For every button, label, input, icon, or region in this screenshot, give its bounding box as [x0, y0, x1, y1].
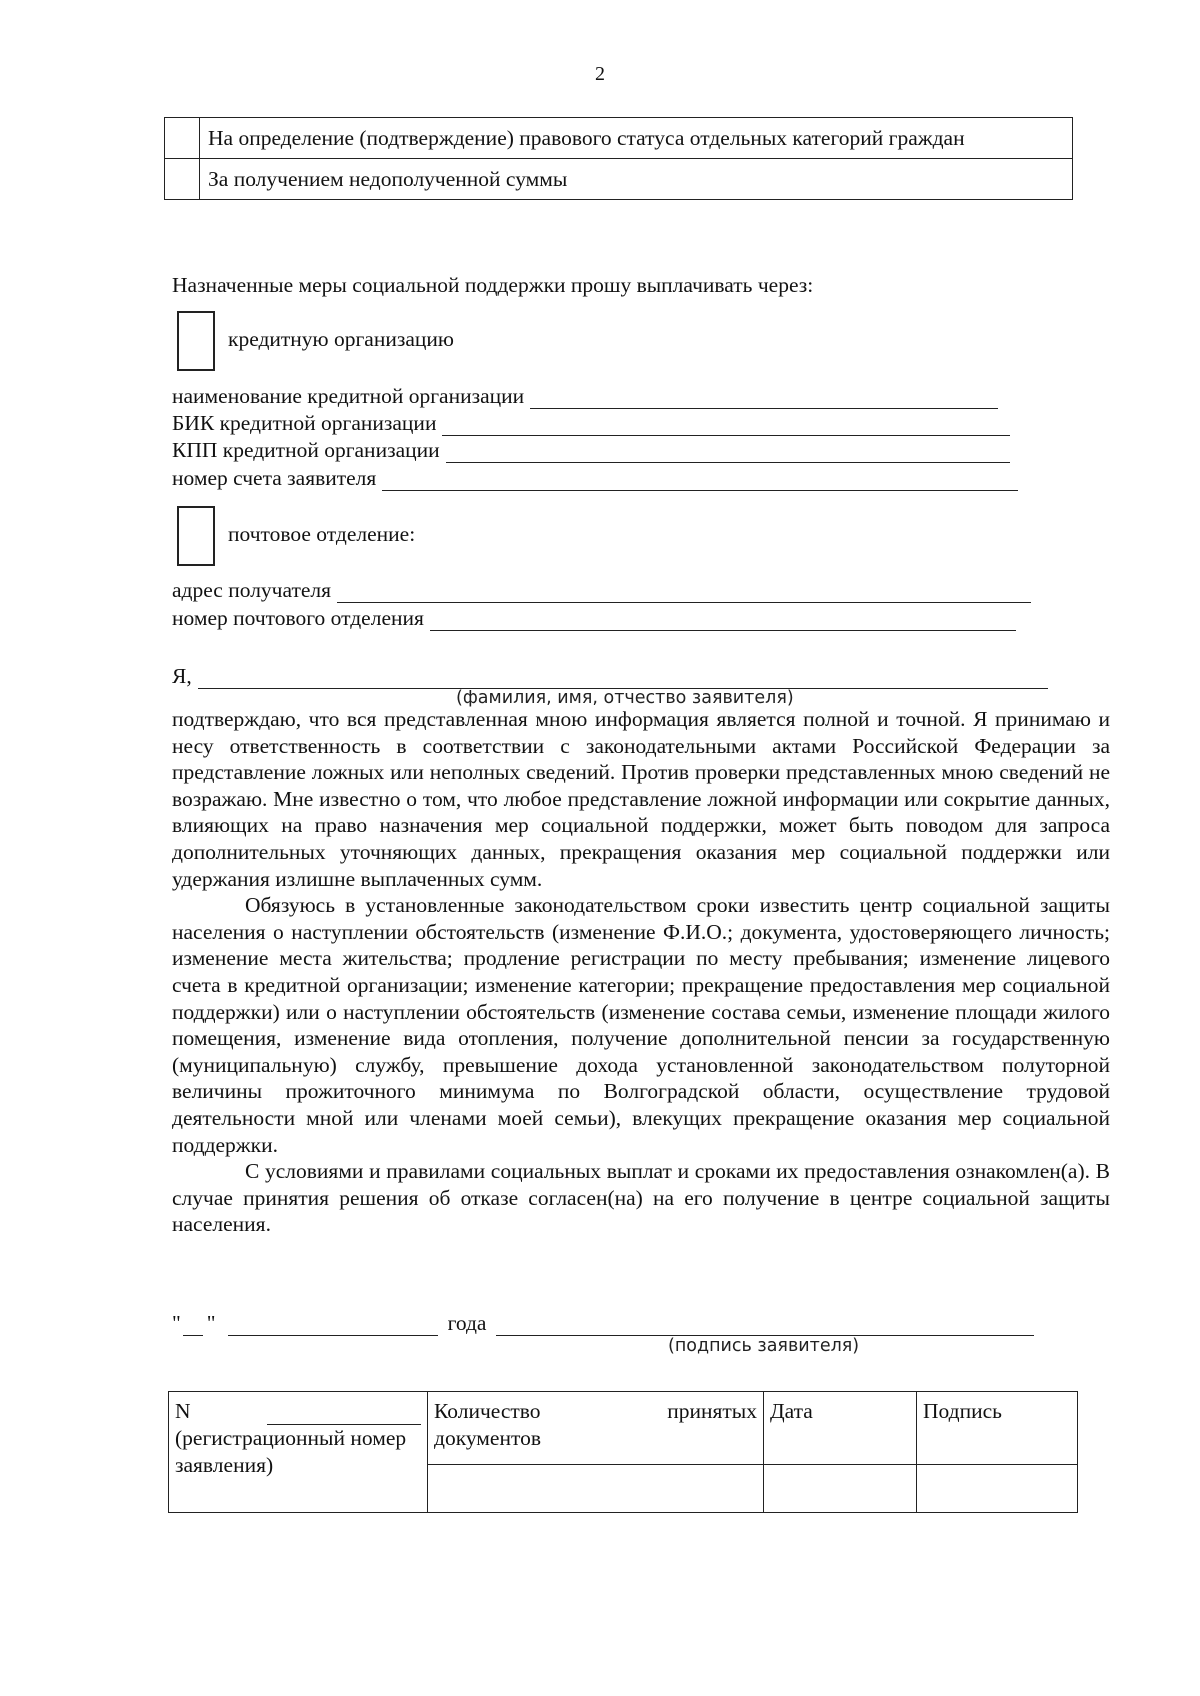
field-label: наименование кредитной организации	[172, 384, 525, 408]
n-label: N	[175, 1399, 191, 1423]
paragraph-responsibility: подтверждаю, что вся представленная мною информация является полной и точной. Я принимаю и несу ответственность в соответствии с законодательными актами Российской Федерации за представление ложных или неполных сведений. Против проверки представленных мною сведений не возражаю. Мне известно о том, что любое представление ложной информации или сокрытие данных, влияющих на право назначения мер социальной поддержки, может быть поводом для запроса дополнительных уточняющих данных, прекращения оказания мер социальной поддержки или удержания излишне выплаченных сумм.	[172, 707, 1110, 891]
table-row	[165, 118, 1073, 159]
table-row	[169, 1392, 1078, 1465]
day-field[interactable]	[183, 1313, 203, 1336]
table-row	[165, 159, 1073, 200]
field-label: Я,	[172, 664, 192, 688]
post-option-label: почтовое отделение:	[228, 522, 416, 546]
credit-kpp-field[interactable]	[172, 436, 1010, 463]
field-label: номер счета заявителя	[172, 466, 377, 490]
signature-header: Подпись	[917, 1392, 1078, 1465]
signature-caption: (подпись заявителя)	[668, 1336, 860, 1356]
documents-count-word3: документов	[434, 1426, 541, 1450]
registration-number-line[interactable]	[267, 1400, 421, 1425]
credit-org-checkbox[interactable]	[177, 311, 215, 371]
field-underline[interactable]	[337, 580, 1031, 603]
account-number-field[interactable]	[172, 464, 1018, 491]
credit-name-field[interactable]	[172, 382, 998, 409]
registration-number-label: (регистрационный номер заявления)	[175, 1426, 407, 1477]
field-underline[interactable]	[382, 468, 1018, 491]
applicant-name-field[interactable]	[172, 662, 1048, 689]
paragraph-obligation: Обязуюсь в установленные законодательством сроки известить центр социальной защиты населения о наступлении обстоятельств (изменение Ф.И.О.; документа, удостоверяющего личность; изменение места жительства; продление регистрации по месту пребывания; изменение лицевого счета в кредитной организации; изменение категории; прекращение предоставления мер социальной поддержки) или о наступлении обстоятельств (изменение состава семьи, изменение площади жилого помещения, изменение вида отопления, получение дополнительной пенсии за государственную (муниципальную) службу, превышение дохода установленной законодательством полуторной величины прожиточного минимума по Волгоградской области, осуществление трудовой деятельности мной или членами моей семьи), влекущих прекращение оказания мер социальной поддержки.	[172, 893, 1110, 1157]
post-office-checkbox[interactable]	[177, 506, 215, 566]
registration-number-cell	[169, 1392, 428, 1513]
documents-count-word2: принятых	[667, 1399, 757, 1423]
request-type-table	[164, 117, 1073, 200]
credit-bik-field[interactable]	[172, 409, 1010, 436]
post-office-number-field[interactable]	[172, 604, 1016, 631]
field-label: КПП кредитной организации	[172, 438, 440, 462]
date-value[interactable]	[764, 1465, 917, 1513]
signature-field[interactable]	[496, 1313, 1034, 1336]
quote-open: "	[172, 1311, 181, 1335]
checkbox-cell[interactable]	[165, 159, 200, 200]
date-line	[172, 1310, 1034, 1336]
documents-count-value[interactable]	[428, 1465, 764, 1513]
date-header: Дата	[764, 1392, 917, 1465]
field-underline[interactable]	[430, 608, 1016, 631]
field-label: адрес получателя	[172, 578, 332, 602]
documents-count-word1: Количество	[434, 1399, 541, 1423]
field-underline[interactable]	[442, 413, 1010, 436]
month-field[interactable]	[228, 1313, 438, 1336]
payment-heading: Назначенные меры социальной поддержки прошу выплачивать через:	[172, 273, 814, 297]
signature-value[interactable]	[917, 1465, 1078, 1513]
field-label: номер почтового отделения	[172, 606, 424, 630]
declaration-paragraph	[172, 706, 1110, 1238]
row-label-legal-status: На определение (подтверждение) правового статуса отдельных категорий граждан	[200, 118, 1073, 159]
field-underline[interactable]	[446, 440, 1010, 463]
row-label-unpaid-amount: За получением недополученной суммы	[200, 159, 1073, 200]
recipient-address-field[interactable]	[172, 576, 1031, 603]
checkbox-cell[interactable]	[165, 118, 200, 159]
documents-count-header	[428, 1392, 764, 1465]
credit-option-label: кредитную организацию	[228, 327, 454, 351]
year-word: года	[447, 1311, 487, 1335]
quote-close: "	[206, 1311, 216, 1335]
field-label: БИК кредитной организации	[172, 411, 437, 435]
page-number: 2	[595, 63, 605, 85]
field-underline[interactable]	[530, 386, 998, 409]
registration-table	[168, 1391, 1078, 1513]
name-caption: (фамилия, имя, отчество заявителя)	[456, 688, 794, 708]
field-underline[interactable]	[198, 666, 1048, 689]
paragraph-conditions: С условиями и правилами социальных выплат и сроками их предоставления ознакомлен(а). В случае принятия решения об отказе согласен(на) на его получение в центре социальной защиты населения.	[172, 1159, 1110, 1237]
